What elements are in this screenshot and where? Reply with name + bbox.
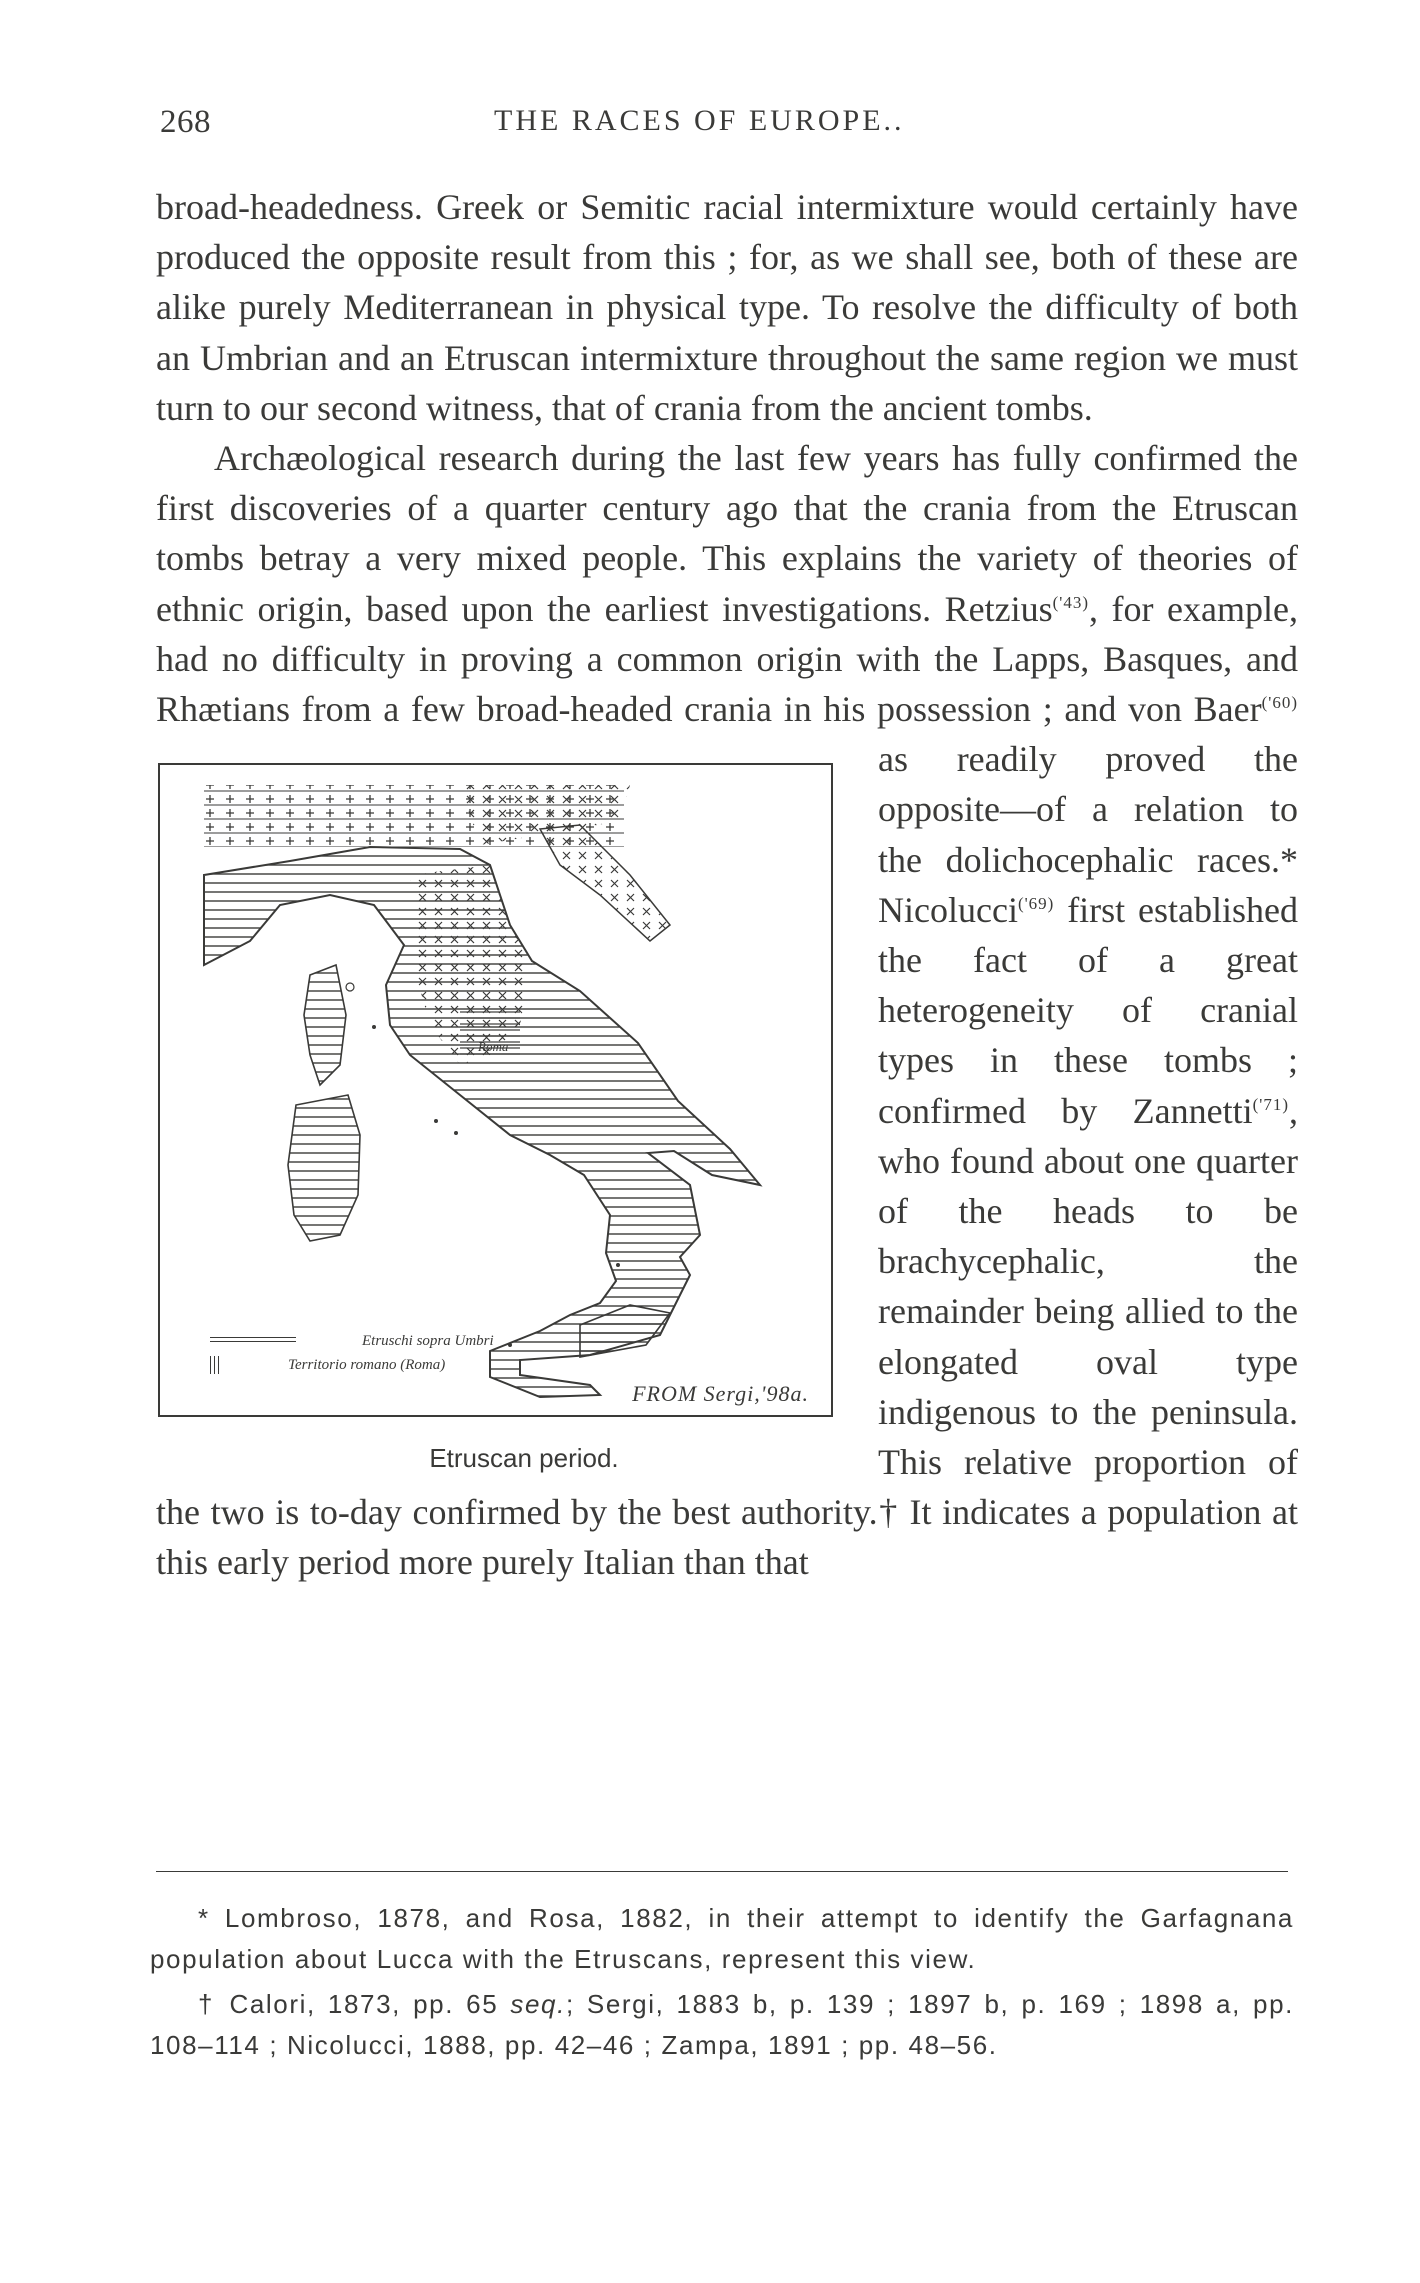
paragraph-2-part-d: first established the fact of a great heterogeneity of cranial types in these tombs ; confirmed by Zannetti [878,889,1298,1131]
sardinia [288,1095,360,1241]
paragraph-2-part-b: , for example, had no difficulty in proving a common origin with the Lapps, Basques, and Rhætians from a few broad-headed crania in his possession ; and von Baer [156,588,1298,730]
paragraph-2-part-a: Archæological research during the last few years has fully confirmed the first discoveries of a quarter century ago that the crania from the Etruscan tombs betray a very mixed people. This explains the variety of theories of ethnic origin, based upon the earliest investigations. Retzius [156,438,1298,629]
island-dot [434,1119,438,1123]
footnotes [150,1898,1294,2066]
etruscan-map-figure [156,734,850,1479]
legend-item-etruschi [210,1329,570,1353]
ref-retzius: ('43) [1052,592,1089,612]
footnote-divider [156,1871,1288,1872]
figure-credit: FROM Sergi,'98a. [632,1381,809,1407]
legend-label-etruschi: Etruschi sopra Umbri [362,1333,494,1350]
legend-swatch-vertical [210,1356,222,1374]
island-dot [454,1131,458,1135]
map-frame [158,763,833,1417]
legend-label-territorio: Territorio romano (Roma) [288,1357,446,1374]
footnote-2-part-b: ; Sergi, 1883 b, p. 139 ; 1897 b, p. 169 ; 1898 a, pp. 108–114 ; Nicolucci, 1888, pp. 42–46 ; Zampa, 1891 ; pp. 48–56. [150,1989,1294,2060]
footnote-2-part-a: † Calori, 1873, pp. 65 [198,1989,511,2019]
legend-item-territorio [210,1353,570,1377]
map-label-roma: Roma [478,1039,509,1055]
main-text [156,182,1298,1588]
figure-caption: Etruscan period. [429,1443,619,1474]
island-elba [346,983,354,991]
map-legend [210,1329,570,1377]
corsica [304,965,346,1085]
running-head: THE RACES OF EUROPE.. [494,104,905,137]
island-dot [372,1025,376,1029]
island-dot [616,1263,620,1267]
ref-nicolucci: ('69) [1017,893,1055,913]
legend-swatch-horizontal [210,1337,296,1345]
paragraph-1: broad-headedness. Greek or Semitic racial intermixture would certainly have produced the opposite result from this ; for, as we shall see, both of these are alike purely Mediterranean in physical type. To resolve the difficulty of both an Umbrian and an Etruscan intermixture throughout the same region we must turn to our second witness, that of crania from the ancient tombs. [156,187,1298,428]
italy-map-illustration [160,765,831,1415]
footnote-2-seq: seq. [510,1989,566,2019]
footnote-2 [150,1984,1294,2066]
paragraph-2-part-e: , who found about one quarter of the heads to be brachycephalic, the remainder being allied to the elongated oval type indigenous to the peninsula. This relative proportion of the two is to-day confirmed by the best authority.† It indicates a population at this early period more purely Italian than that [156,1090,1298,1583]
paragraph-2 [156,433,1298,1588]
ref-zannetti: ('71) [1252,1094,1289,1114]
ref-baer: ('60) [1261,693,1298,713]
paragraph-2-part-c: as readily proved the opposite—of a relation to the dolichocephalic races.* Nicolucci [878,739,1298,930]
footnote-1: * Lombroso, 1878, and Rosa, 1882, in their attempt to identify the Garfagnana population about Lucca with the Etruscans, represent this view. [150,1903,1294,1974]
page-number: 268 [160,104,211,140]
